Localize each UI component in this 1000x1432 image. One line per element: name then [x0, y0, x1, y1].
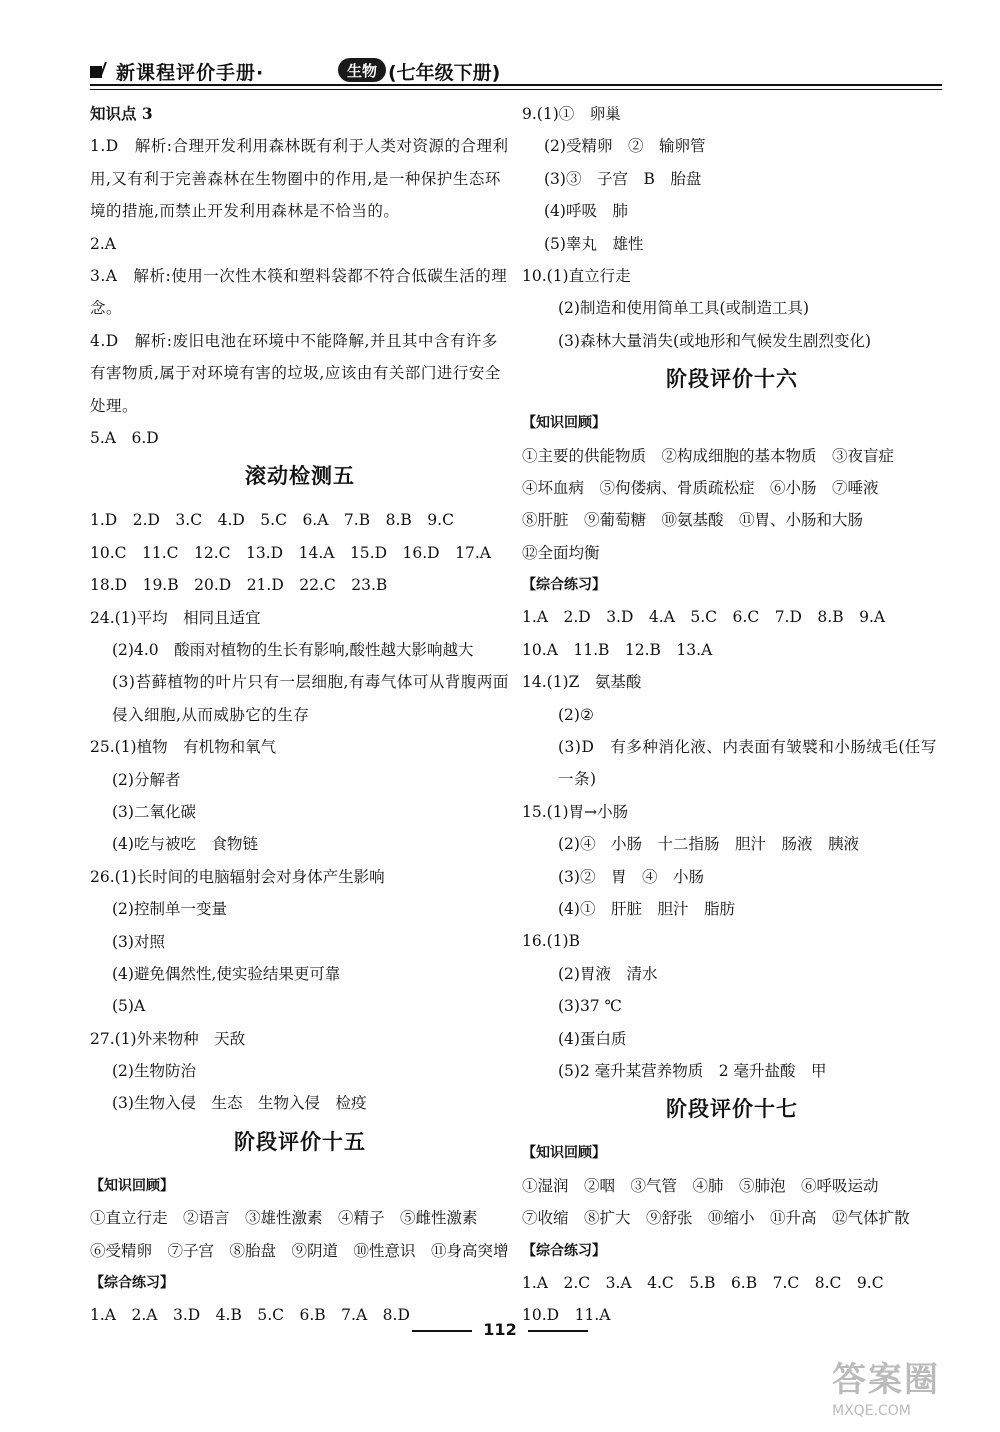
answer-line: 3.A 解析:使用一次性木筷和塑料袋都不符合低碳生活的理念。	[90, 267, 508, 318]
watermark-text: 答案圈	[832, 1360, 940, 1400]
answer-line: 2.A	[90, 234, 116, 253]
answer-line: 9.(1)① 卵巢	[522, 105, 621, 123]
answer-line: (3)二氧化碳	[112, 802, 196, 821]
section-subheading: 【知识回顾】	[522, 415, 606, 432]
answer-line: 1.D 2.D 3.C 4.D 5.C 6.A 7.B 8.B 9.C	[90, 511, 454, 530]
answer-line: (2)控制单一变量	[112, 900, 227, 919]
page-number: 112	[483, 1320, 517, 1339]
footer-ornament-right	[528, 1330, 588, 1332]
answer-line: (3)森林大量消失(或地形和气候发生剧烈变化)	[558, 331, 872, 350]
answer-line: ⑦收缩 ⑧扩大 ⑨舒张 ⑩缩小 ⑪升高 ⑫气体扩散	[522, 1209, 910, 1228]
watermark-url: MXQE.COM	[832, 1403, 911, 1419]
answer-line: ⑥受精卵 ⑦子宫 ⑧胎盘 ⑨阴道 ⑩性意识 ⑪身高突增	[90, 1241, 509, 1260]
answer-line: (3)37 ℃	[558, 997, 622, 1016]
answer-line: 10.A 11.B 12.B 13.A	[522, 640, 713, 659]
answer-line: 18.D 19.B 20.D 21.D 22.C 23.B	[90, 576, 388, 595]
answer-line: 27.(1)外来物种 天敌	[90, 1029, 246, 1048]
answer-line: (4)呼吸 肺	[544, 202, 628, 221]
answer-line: 14.(1)Z 氨基酸	[522, 673, 642, 692]
watermark	[832, 1352, 992, 1422]
answer-line: 5.A 6.D	[90, 429, 159, 448]
section-subheading: 【综合练习】	[90, 1275, 174, 1292]
answer-line: (2)制造和使用简单工具(或制造工具)	[558, 299, 810, 318]
answer-line: (3)③ 子宫 B 胎盘	[544, 169, 702, 188]
answer-line: 15.(1)胃→小肠	[522, 802, 629, 821]
answer-line: 知识点 3	[90, 104, 153, 123]
answer-line: 1.A 2.A 3.D 4.B 5.C 6.B 7.A 8.D	[90, 1306, 410, 1325]
answer-line: (2)分解者	[112, 770, 181, 789]
answer-line: ④坏血病 ⑤佝偻病、骨质疏松症 ⑥小肠 ⑦唾液	[522, 478, 879, 497]
answer-line: 1.A 2.C 3.A 4.C 5.B 6.B 7.C 8.C 9.C	[522, 1273, 884, 1292]
answer-line: 10.C 11.C 12.C 13.D 14.A 15.D 16.D 17.A	[90, 543, 491, 562]
answer-line: (3)苔藓植物的叶片只有一层细胞,有毒气体可从背腹两面侵入细胞,从而威胁它的生存	[112, 673, 509, 724]
answer-line: 24.(1)平均 相同且适宜	[90, 608, 261, 627]
section-subheading: 【综合练习】	[522, 1242, 606, 1259]
answer-line: (3)生物入侵 生态 生物入侵 检疫	[112, 1094, 367, 1113]
answer-line: 4.D 解析:废旧电池在环境中不能降解,并且其中含有许多有害物质,属于对环境有害的垃圾,应该由有关部门进行安全处理。	[90, 331, 501, 415]
answer-line: (2)生物防治	[112, 1062, 196, 1081]
answer-line: (5)睾丸 雄性	[544, 234, 644, 253]
page-header	[90, 56, 942, 86]
answer-line: (2)4.0 酸雨对植物的生长有影响,酸性越大影响越大	[112, 640, 474, 659]
book-title: 新课程评价手册·	[116, 62, 265, 84]
section-title: 阶段评价十六	[666, 367, 798, 392]
answer-line: (5)A	[112, 997, 146, 1016]
answer-line: (4)① 肝脏 胆汁 脂肪	[558, 900, 735, 919]
answer-line: (3)② 胃 ④ 小肠	[558, 867, 704, 886]
answer-line: (4)蛋白质	[558, 1029, 627, 1048]
answer-line: ①湿润 ②咽 ③气管 ④肺 ⑤肺泡 ⑥呼吸运动	[522, 1176, 879, 1195]
answer-line: (4)避免偶然性,使实验结果更可靠	[112, 964, 341, 983]
answer-line: (2)胃液 清水	[558, 964, 658, 983]
right-column	[522, 98, 942, 1332]
grade-label: (七年级下册)	[388, 62, 501, 84]
footer-ornament-left	[412, 1330, 472, 1332]
section-subheading: 【综合练习】	[522, 577, 606, 594]
section-title: 滚动检测五	[245, 464, 355, 489]
answer-line: (5)2 毫升某营养物质 2 毫升盐酸 甲	[558, 1061, 827, 1080]
answer-line: (2)受精卵 ② 输卵管	[544, 137, 706, 156]
answer-line: 16.(1)B	[522, 932, 580, 951]
answer-line: (2)②	[558, 705, 594, 724]
answer-line: 1.A 2.D 3.D 4.A 5.C 6.C 7.D 8.B 9.A	[522, 608, 886, 627]
answer-line: 10.(1)直立行走	[522, 266, 631, 285]
book-logo-icon	[90, 60, 112, 80]
header-rule	[90, 84, 942, 86]
left-column	[90, 98, 510, 1332]
subject-label: 生物	[346, 62, 377, 80]
answer-line: 25.(1)植物 有机物和氧气	[90, 738, 277, 757]
answer-line: ⑧肝脏 ⑨葡萄糖 ⑩氨基酸 ⑪胃、小肠和大肠	[522, 511, 864, 530]
answer-line: 26.(1)长时间的电脑辐射会对身体产生影响	[90, 867, 385, 886]
answer-line: ①直立行走 ②语言 ③雄性激素 ④精子 ⑤雌性激素	[90, 1209, 478, 1228]
header-rule-thin	[90, 89, 942, 90]
answer-line: (3)D 有多种消化液、内表面有皱襞和小肠绒毛(任写一条)	[558, 738, 937, 789]
answer-line: ⑫全面均衡	[522, 543, 600, 562]
answer-line: ①主要的供能物质 ②构成细胞的基本物质 ③夜盲症	[522, 446, 895, 465]
page-footer	[0, 1320, 1000, 1339]
answer-line: (3)对照	[112, 932, 165, 951]
section-subheading: 【知识回顾】	[522, 1145, 606, 1162]
answer-line: 10.D 11.A	[522, 1306, 611, 1325]
subject-badge	[338, 58, 386, 82]
answer-line: (2)④ 小肠 十二指肠 胆汁 肠液 胰液	[558, 835, 859, 854]
section-title: 阶段评价十七	[666, 1097, 798, 1122]
answer-line: (4)吃与被吃 食物链	[112, 835, 258, 854]
section-title: 阶段评价十五	[234, 1129, 366, 1154]
answer-line: 1.D 解析:合理开发利用森林既有利于人类对资源的合理利用,又有利于完善森林在生物圈中的作用,是一种保护生态环境的措施,而禁止开发利用森林是不恰当的。	[90, 137, 509, 221]
section-subheading: 【知识回顾】	[90, 1177, 174, 1194]
